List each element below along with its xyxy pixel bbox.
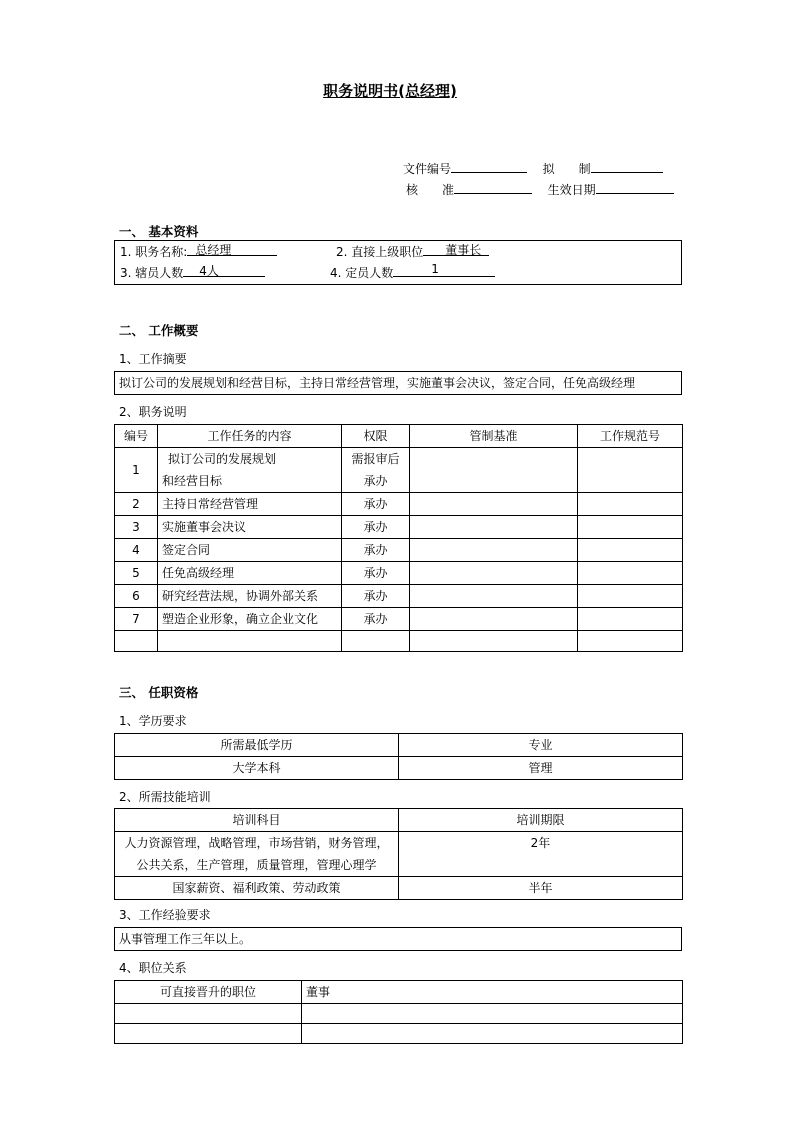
standard-cell[interactable]	[410, 448, 578, 493]
spec-cell[interactable]	[578, 608, 683, 631]
effective-field[interactable]	[596, 181, 674, 194]
file-no-field[interactable]	[451, 160, 527, 173]
header-task: 工作任务的内容	[158, 425, 342, 448]
promotion-value: 董事	[302, 981, 683, 1004]
relations-table	[114, 980, 683, 1044]
supervisor-value: 董事长	[445, 243, 482, 257]
standard-cell[interactable]	[410, 493, 578, 516]
standard-cell[interactable]	[410, 516, 578, 539]
page-title: 职务说明书(总经理)	[323, 82, 457, 100]
duties-header-row	[115, 425, 683, 448]
header-auth: 权限	[342, 425, 410, 448]
table-row: 5 任免高级经理 承办	[115, 562, 683, 585]
standard-cell[interactable]	[410, 585, 578, 608]
table-row: 7 塑造企业形象，确立企业文化 承办	[115, 608, 683, 631]
summary-text: 拟订公司的发展规划和经营目标，主持日常经营管理，实施董事会决议，签定合同，任免高级经理	[119, 376, 636, 390]
field-subordinates: 3. 辖员人数 4人	[120, 264, 265, 281]
standard-cell[interactable]	[410, 539, 578, 562]
table-row: 1 拟订公司的发展规划 和经营目标 需报审后 承办	[115, 448, 683, 493]
header-spec: 工作规范号	[578, 425, 683, 448]
education-table: 所需最低学历 专业 大学本科 管理	[114, 733, 683, 780]
experience-label: 3、工作经验要求	[119, 908, 211, 922]
header-no: 编号	[115, 425, 158, 448]
file-no-label: 文件编号	[403, 162, 452, 176]
promotion-header: 可直接晋升的职位	[115, 981, 302, 1004]
job-title-value: 总经理	[195, 243, 232, 257]
spec-cell[interactable]	[578, 448, 683, 493]
standard-cell[interactable]	[410, 608, 578, 631]
duties-table	[114, 424, 683, 652]
approve-field[interactable]	[454, 181, 532, 194]
subordinates-value: 4人	[199, 264, 219, 278]
table-row-empty	[115, 631, 683, 652]
section-heading-overview: 二、 工作概要	[119, 323, 199, 338]
meta-row-1	[403, 160, 663, 177]
draft-field[interactable]	[591, 160, 663, 173]
table-row: 6 研究经营法规，协调外部关系 承办	[115, 585, 683, 608]
training-table: 培训科目 培训期限 人力资源管理，战略管理，市场营销，财务管理， 公共关系，生产管理，质量管理，管理心理学 2年 国家薪资、福利政策、劳动政策 半年	[114, 808, 683, 900]
approve-label: 核 准	[406, 183, 455, 197]
spec-cell[interactable]	[578, 539, 683, 562]
effective-label: 生效日期	[547, 183, 596, 197]
edu-label: 1、学历要求	[119, 714, 187, 728]
field-headcount: 4. 定员人数 1	[330, 264, 495, 281]
summary-label: 1、工作摘要	[119, 352, 187, 366]
section-heading-qualifications: 三、 任职资格	[119, 685, 199, 700]
field-supervisor: 2. 直接上级职位 董事长	[336, 243, 489, 260]
meta-row-2	[406, 181, 674, 198]
spec-cell[interactable]	[578, 585, 683, 608]
section-heading-basic: 一、 基本资料	[119, 224, 199, 239]
header-standard: 管制基准	[410, 425, 578, 448]
min-education-value: 大学本科	[115, 757, 399, 780]
spec-cell[interactable]	[578, 516, 683, 539]
table-row: 2 主持日常经营管理 承办	[115, 493, 683, 516]
major-value: 管理	[399, 757, 683, 780]
table-row: 国家薪资、福利政策、劳动政策 半年	[115, 877, 683, 900]
table-row: 3 实施董事会决议 承办	[115, 516, 683, 539]
table-row: 人力资源管理，战略管理，市场营销，财务管理， 公共关系，生产管理，质量管理，管理心理学 2年	[115, 832, 683, 877]
basic-info-box	[114, 240, 682, 285]
headcount-value: 1	[431, 262, 439, 276]
spec-cell[interactable]	[578, 562, 683, 585]
training-label: 2、所需技能培训	[119, 790, 211, 804]
field-job-title: 1. 职务名称: 总经理	[120, 243, 277, 260]
experience-text: 从事管理工作三年以上。	[119, 932, 252, 946]
draft-label: 拟 制	[542, 162, 591, 176]
spec-cell[interactable]	[578, 493, 683, 516]
summary-box	[114, 371, 682, 395]
duties-label: 2、职务说明	[119, 405, 187, 419]
standard-cell[interactable]	[410, 562, 578, 585]
relations-label: 4、职位关系	[119, 961, 187, 975]
table-row: 4 签定合同 承办	[115, 539, 683, 562]
experience-box	[114, 927, 682, 951]
